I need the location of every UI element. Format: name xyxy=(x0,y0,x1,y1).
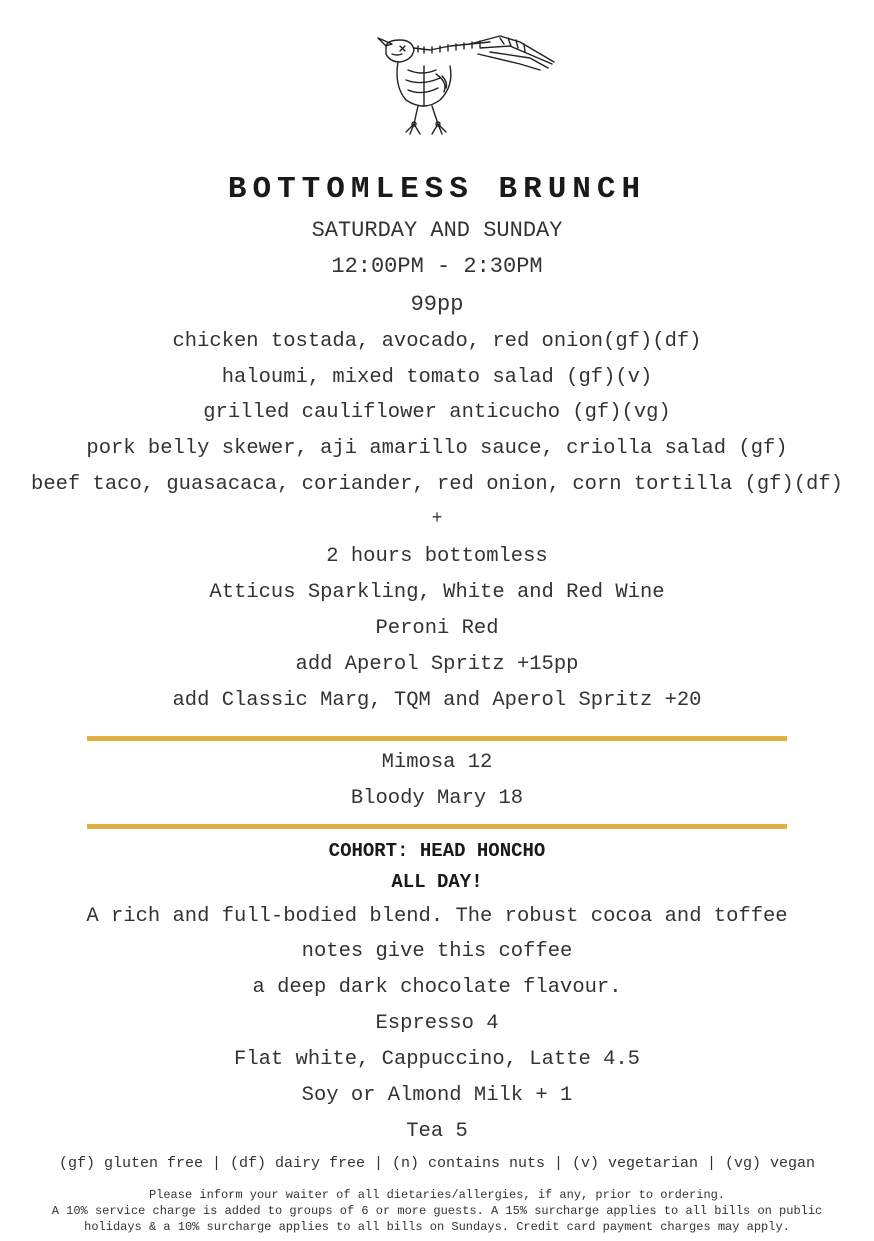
extra-drink: Bloody Mary 18 xyxy=(350,787,524,810)
coffee-price: Espresso 4 xyxy=(375,1012,499,1035)
coffee-price: Flat white, Cappuccino, Latte 4.5 xyxy=(234,1048,640,1071)
service-hours: 12:00PM - 2:30PM xyxy=(331,254,543,279)
menu-item: pork belly skewer, aji amarillo sauce, criolla salad (gf) xyxy=(86,437,788,460)
menu-item: chicken tostada, avocado, red onion(gf)(df) xyxy=(172,330,702,353)
drink-item: Peroni Red xyxy=(375,617,499,640)
drink-item: Atticus Sparkling, White and Red Wine xyxy=(209,581,665,604)
coffee-price: Tea 5 xyxy=(406,1120,468,1143)
skeleton-bird-icon xyxy=(370,30,560,142)
divider xyxy=(87,824,787,829)
extra-drink: Mimosa 12 xyxy=(381,751,493,774)
service-days: SATURDAY AND SUNDAY xyxy=(311,218,563,243)
drink-item: 2 hours bottomless xyxy=(326,545,548,568)
coffee-description: a deep dark chocolate flavour. xyxy=(252,976,622,999)
coffee-price: Soy or Almond Milk + 1 xyxy=(301,1084,573,1107)
footer-note: Please inform your waiter of all dietaries/allergies, if any, prior to ordering. xyxy=(148,1188,726,1202)
page-title: BOTTOMLESS BRUNCH xyxy=(227,172,647,207)
dietary-legend: (gf) gluten free | (df) dairy free | (n) contains nuts | (v) vegetarian | (vg) vegan xyxy=(58,1155,816,1172)
drink-item: add Aperol Spritz +15pp xyxy=(295,653,579,676)
coffee-heading: COHORT: HEAD HONCHO xyxy=(328,840,546,862)
divider xyxy=(87,736,787,741)
coffee-subheading: ALL DAY! xyxy=(391,871,483,893)
footer-note: holidays & a 10% surcharge applies to all bills on Sundays. Credit card payment charges may apply. xyxy=(84,1220,790,1234)
menu-item: beef taco, guasacaca, coriander, red onion, corn tortilla (gf)(df) xyxy=(31,473,843,496)
footer-note: A 10% service charge is added to groups of 6 or more guests. A 15% surcharge applies to all bills on public xyxy=(51,1204,823,1218)
coffee-description: notes give this coffee xyxy=(301,940,573,963)
menu-item: haloumi, mixed tomato salad (gf)(v) xyxy=(221,366,653,389)
drink-item: add Classic Marg, TQM and Aperol Spritz +20 xyxy=(172,689,702,712)
plus-sign: + xyxy=(431,509,443,529)
menu-item: grilled cauliflower anticucho (gf)(vg) xyxy=(203,401,671,424)
price-per-person: 99pp xyxy=(410,292,464,317)
coffee-description: A rich and full-bodied blend. The robust cocoa and toffee xyxy=(86,905,788,928)
